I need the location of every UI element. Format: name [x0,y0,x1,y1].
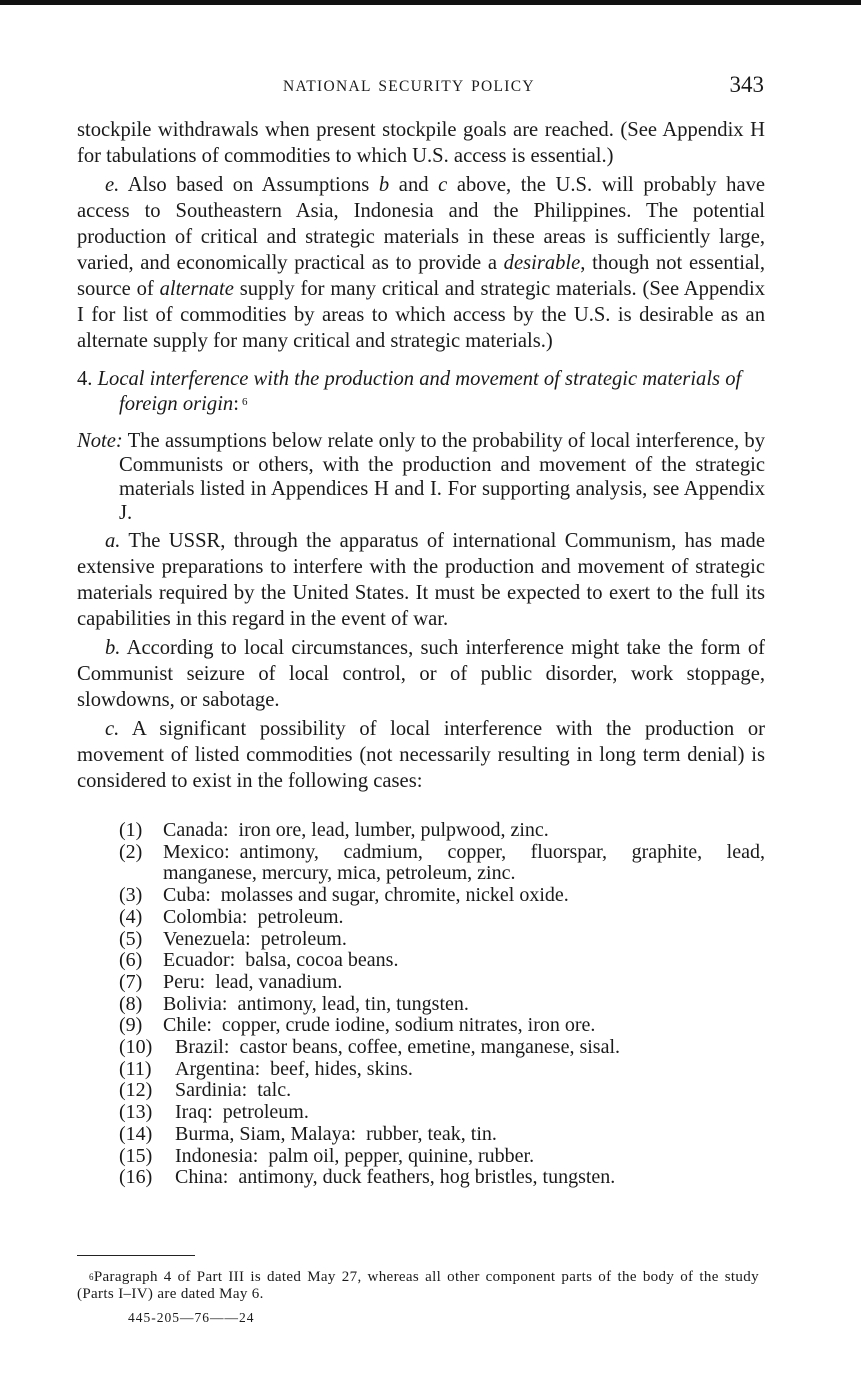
section-4-number: 4. [77,368,98,390]
list-item-country: Peru: [163,970,206,993]
running-head: NATIONAL SECURITY POLICY [283,78,535,95]
list-item [119,1059,765,1081]
footnote-divider [77,1255,195,1256]
paragraph-c: c. A significant possibility of local interference with the production or movement of listed commodities (not necessarily resulting in long term denial) is considered to exist in the following cases: [77,718,765,792]
note-label: Note: [77,430,123,452]
list-item-commodities: lead, vanadium. [215,970,343,993]
paragraph-a: a. The USSR, through the apparatus of international Communism, has made extensive preparations to interfere with the production and movement of strategic materials required by the United States. It must be expected to exert to the full its capabilities in this regard in the event of war. [77,530,765,630]
list-item [119,1080,765,1102]
list-item-commodities: palm oil, pepper, quinine, rubber. [268,1144,535,1167]
list-item-number: (15) [119,1144,153,1167]
list-item [119,907,765,929]
paragraph-continuation: stockpile withdrawals when present stockpile goals are reached. (See Appendix H for tabulations of commodities to which U.S. access is essential.) [77,119,765,167]
list-item-commodities: molasses and sugar, chromite, nickel oxide. [220,884,569,907]
list-item-number: (12) [119,1079,153,1102]
list-item-country: Indonesia: [175,1144,259,1167]
list-item-number: (14) [119,1122,153,1145]
page-header [78,72,764,106]
list-item [119,885,765,907]
list-item-commodities: castor beans, coffee, emetine, manganese, sisal. [239,1036,621,1059]
list-item [119,929,765,951]
list-item-commodities: copper, crude iodine, sodium nitrates, iron ore. [221,1014,596,1037]
list-item [119,1167,765,1189]
section-4-title: Local interference with the production and movement of strategic materials of foreign origin [97,368,742,415]
list-item-commodities: petroleum. [257,905,344,928]
list-item-commodities: antimony, duck feathers, hog bristles, tungsten. [238,1166,616,1189]
list-item-commodities: talc. [257,1079,292,1102]
list-item [119,842,765,885]
list-item-country: Mexico: [163,840,230,863]
list-item-country: Colombia: [163,905,248,928]
page-body [77,117,765,1189]
list-item-country: Argentina: [175,1057,261,1080]
footnote-reference-6: 6 [241,396,248,408]
footnote-marker: 6 [89,1272,94,1282]
commodity-case-list [119,820,765,1189]
paragraph-e: e. Also based on Assumptions b and c above, the U.S. will probably have access to Southeastern Asia, Indonesia and the Philippines. The potential production of critical and strategic materials in these areas is sufficiently large, varied, and economically practical as to provide a desirable, though not essential, source of alternate supply for many critical and strategic materials. (See Appendix I for list of commodities by areas to which access by the U.S. is desirable as an alternate supply for many critical and strategic materials.) [77,174,766,352]
top-page-rule [0,0,861,5]
list-item-number: (9) [119,1014,143,1037]
list-item-number: (5) [119,927,143,950]
list-item-number: (10) [119,1036,153,1059]
list-item-country: Iraq: [175,1101,213,1124]
list-item-commodities: rubber, teak, tin. [366,1122,497,1145]
list-item [119,1146,765,1168]
footnote-6 [77,1269,759,1302]
list-item-country: Sardinia: [175,1079,248,1102]
list-item-country: Canada: [163,819,229,841]
list-item-country: Ecuador: [163,949,236,972]
page-number: 343 [729,72,764,97]
paragraph-c-label: c. [105,718,120,740]
list-item-commodities: balsa, cocoa beans. [245,949,399,972]
list-item [119,1015,765,1037]
note-paragraph [77,429,765,525]
list-item-commodities: petroleum. [260,927,347,950]
list-item-commodities: antimony, lead, tin, tungsten. [237,992,469,1015]
list-item-country: Chile: [163,1014,212,1037]
footnote-text: Paragraph 4 of Part III is dated May 27, whereas all other component parts of the body of the study (Parts I–IV) are dated May 6. [77,1269,759,1302]
list-item-number: (2) [119,840,143,863]
list-item-commodities: beef, hides, skins. [270,1057,413,1080]
list-item [119,1124,765,1146]
paragraph-b: b. According to local circumstances, such interference might take the form of Communist seizure of local control, or of public disorder, work stoppage, slowdowns, or sabotage. [77,637,765,711]
list-item-number: (11) [119,1057,152,1080]
paragraph-b-label: b. [105,637,121,659]
paragraph-a-label: a. [105,530,121,552]
list-item-number: (3) [119,884,143,907]
list-item-number: (6) [119,949,143,972]
list-item-number: (4) [119,905,143,928]
list-item [119,994,765,1016]
list-item-country: China: [175,1166,229,1189]
list-item-country: Brazil: [175,1036,230,1059]
print-code: 445-205—76——24 [128,1310,255,1325]
list-item-commodities: iron ore, lead, lumber, pulpwood, zinc. [238,819,549,841]
section-4-heading: 4. Local interference with the production and movement of strategic materials of foreign origin: $^6$ [77,368,742,415]
list-item-commodities: petroleum. [222,1101,309,1124]
list-item [119,972,765,994]
list-item-country: Venezuela: [163,927,251,950]
list-item-number: (7) [119,970,143,993]
list-item [119,950,765,972]
list-item-country: Bolivia: [163,992,228,1015]
list-item [119,820,765,842]
list-item-country: Burma, Siam, Malaya: [175,1122,357,1145]
list-item-number: (16) [119,1166,153,1189]
list-item-number: (1) [119,819,143,841]
note-text: The assumptions below relate only to the probability of local interference, by Communists or others, with the production and movement of the strategic materials listed in Appendices H and I. For supporting analysis, see Appendix J. [119,430,765,524]
list-item-number: (8) [119,992,143,1015]
paragraph-e-label: e. [105,174,120,196]
list-item-country: Cuba: [163,884,211,907]
list-item-number: (13) [119,1101,153,1124]
list-item-commodities: antimony, cadmium, copper, fluorspar, graphite, lead, manganese, mercury, mica, petroleum, zinc. [163,840,765,885]
list-item [119,1102,765,1124]
list-item [119,1037,765,1059]
